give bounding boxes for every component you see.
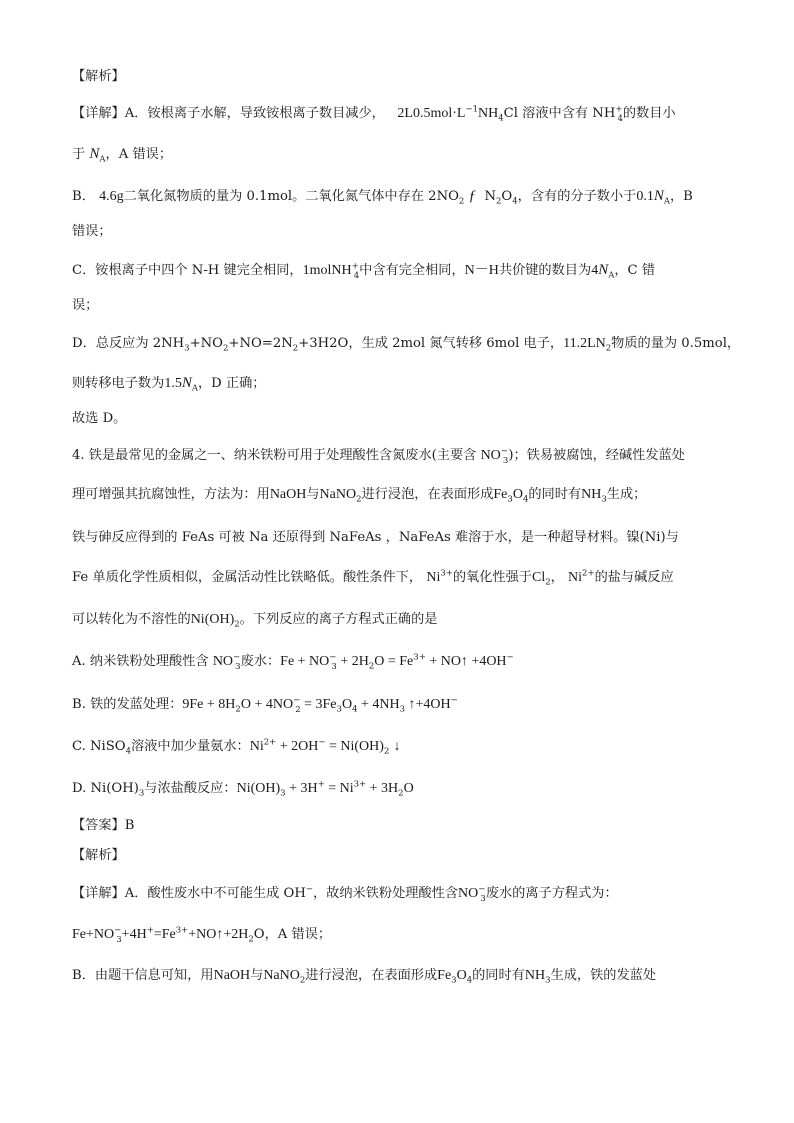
- detail-4b-line-1: B．由题干信息可知，用NaOH与NaNO$_2$进行浸泡，在表面形成$Fe_3O_4$的同时有$NH_3$生成，铁的发蓝处: [72, 968, 657, 986]
- detail-b-line-2: 错误；: [72, 224, 112, 239]
- answer: 【答案】B: [72, 818, 135, 833]
- option-b: B. 铁的发蓝处理：$9Fe + 8H_2O + 4NO^-_2 = 3Fe_3O_4 + 4NH_3$ ↑+4OH−: [72, 695, 458, 715]
- detail-a-line-1: 【详解】A．铵根离子水解，导致铵根离子数目减少， $2L0.5mol\cdot L^{-1}NH_4Cl$ 溶液中含有 $NH^+_4$的数目小: [72, 104, 676, 124]
- detail-d-line-1: D．总反应为 $2NH_3+NO_2+NO=2N_2+3H2O$，生成 2mol 氮气转移 6mol 电子，$11.2LN_2$物质的量为 0.5mol，: [72, 336, 741, 354]
- question-4-line-1: 4. 铁是最常见的金属之一、纳米铁粉可用于处理酸性含氮废水(主要含 $NO^-_3$)；铁易被腐蚀，经碱性发蓝处: [72, 446, 685, 466]
- question-4-line-3: 铁与砷反应得到的 FeAs 可被 Na 还原得到 NaFeAs ，NaFeAs 难溶于水，是一种超导材料。镍(Ni)与: [72, 530, 679, 545]
- analysis-heading-2: 【解析】: [72, 848, 125, 863]
- question-4-line-5: 可以转化为不溶性的$Ni(OH)_2$。下列反应的离子方程式正确的是: [72, 612, 438, 630]
- detail-c-line-2: 误；: [72, 298, 99, 313]
- detail-b-line-1: B． 4.6g二氧化氮物质的量为 0.1mol。二氧化氮气体中存在 $2NO_2$ ƒ $N_2O_4$，含有的分子数小于$0.1N_A$，B: [72, 188, 693, 207]
- detail-4a-line-1: 【详解】A．酸性废水中不可能生成 OH−，故纳米铁粉处理酸性含$NO^-_3$废水的离子方程式为：: [72, 884, 618, 904]
- detail-4a-equation: $Fe+NO^-_3+4H^+=Fe^{3+}+NO↑+2H_2O$，A 错误；: [72, 925, 332, 945]
- option-a: A. 纳米铁粉处理酸性含 $NO^-_3$废水：$Fe + NO^-_3 + 2H_2O = Fe^{3+}$ + NO↑ +4OH−: [72, 652, 514, 672]
- option-c: C. NiSO$_4$溶液中加少量氨水：$Ni^{2+} + 2OH^- = Ni(OH)_2$ ↓: [72, 737, 401, 757]
- option-d: D. $Ni(OH)_3$与浓盐酸反应：$Ni(OH)_3 + 3H^+ = Ni^{3+} + 3H_2O$: [72, 779, 414, 799]
- conclusion-1: 故选 D。: [72, 411, 127, 426]
- question-4-line-4: Fe 单质化学性质相似，金属活动性比铁略低。酸性条件下， $Ni^{3+}$的氧化性强于$Cl_2$， $Ni^{2+}$的盐与碱反应: [72, 568, 674, 588]
- detail-d-line-2: 则转移电子数为$1.5N_A$，D 正确；: [72, 375, 266, 394]
- detail-c-line-1: C．铵根离子中四个 N-H 键完全相同，1molNH+$_4$中含有完全相同，N－H共价键的数目为$4N_A$，C 错: [72, 261, 656, 281]
- question-4-line-2: 理可增强其抗腐蚀性，方法为：用NaOH与NaNO$_2$进行浸泡，在表面形成$Fe_3O_4$的同时有$NH_3$生成；: [72, 487, 647, 505]
- analysis-heading-1: 【解析】: [72, 69, 125, 84]
- detail-a-line-2: 于 $N_A$，A 错误；: [72, 146, 173, 165]
